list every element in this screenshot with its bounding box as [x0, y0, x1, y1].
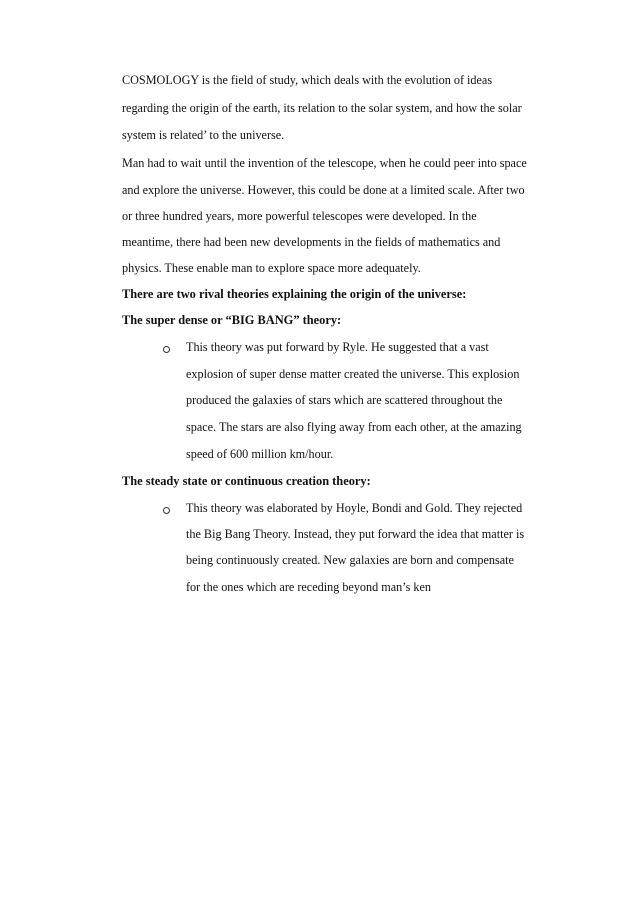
bullet-line: being continuously created. New galaxies are born and compensate [186, 553, 514, 567]
paragraph-line: Man had to wait until the invention of the telescope, when he could peer into space [122, 156, 527, 170]
intro-heading: There are two rival theories explaining the origin of the universe: [122, 287, 467, 301]
bullet-line: produced the galaxies of stars which are scattered throughout the [186, 393, 503, 407]
paragraph-line: COSMOLOGY is the field of study, which deals with the evolution of ideas [122, 73, 493, 87]
theory2-heading: The steady state or continuous creation theory: [122, 474, 371, 488]
paragraph-line: system is related’ to the universe. [122, 128, 285, 142]
bullet-line: the Big Bang Theory. Instead, they put forward the idea that matter is [186, 527, 525, 541]
bullet-line: for the ones which are receding beyond man’s ken [186, 580, 432, 594]
bullet-line: speed of 600 million km/hour. [186, 447, 334, 461]
theory1-heading: The super dense or “BIG BANG” theory: [122, 313, 342, 327]
bullet-line: This theory was put forward by Ryle. He suggested that a vast [186, 340, 489, 354]
paragraph-line: regarding the origin of the earth, its relation to the solar system, and how the solar [122, 101, 522, 115]
bullet-line: space. The stars are also flying away from each other, at the amazing [186, 420, 522, 434]
bullet-line: explosion of super dense matter created the universe. This explosion [186, 367, 520, 381]
paragraph-line: meantime, there had been new developments in the fields of mathematics and [122, 235, 501, 249]
paragraph-line: and explore the universe. However, this could be done at a limited scale. After two [122, 183, 525, 197]
paragraph-line: or three hundred years, more powerful telescopes were developed. In the [122, 209, 477, 223]
paragraph-line: physics. These enable man to explore space more adequately. [122, 261, 421, 275]
bullet-line: This theory was elaborated by Hoyle, Bondi and Gold. They rejected [186, 501, 523, 515]
bullet-marker-icon [163, 346, 171, 354]
bullet-marker-icon [163, 507, 171, 515]
